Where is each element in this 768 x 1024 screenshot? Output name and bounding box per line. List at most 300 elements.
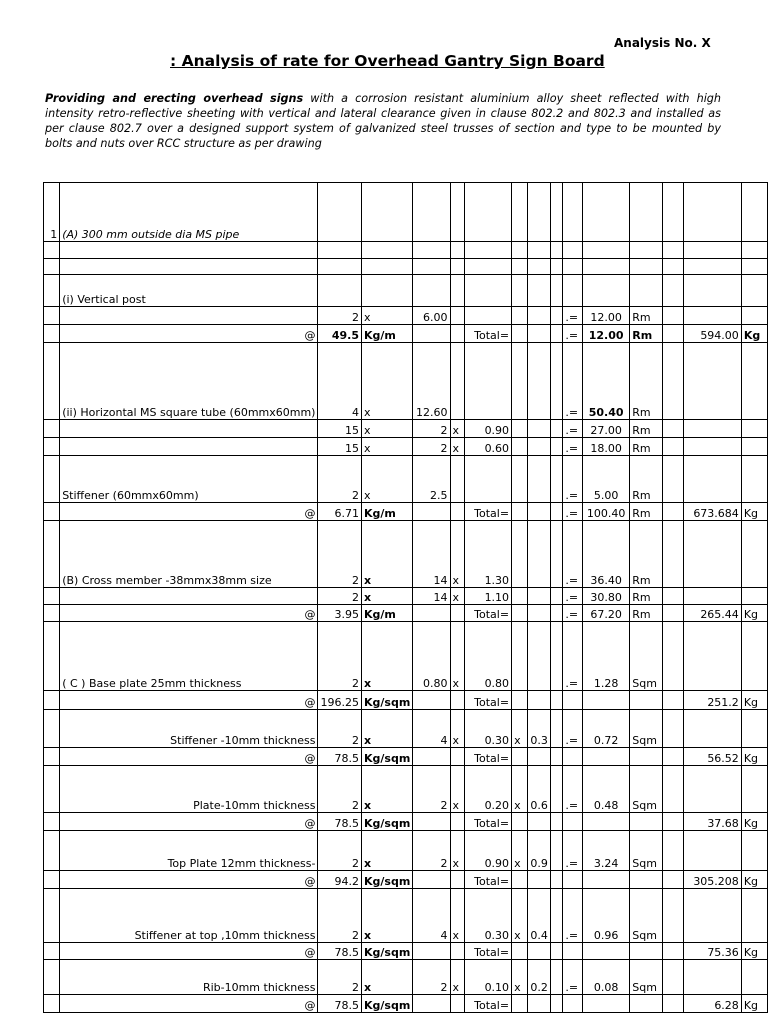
cell-q1: 15 xyxy=(318,438,362,456)
cell-x1: x xyxy=(361,960,412,995)
cell-x1: Kg/m xyxy=(361,605,412,622)
cell-unit: Rm xyxy=(630,438,663,456)
cell-q1: 2 xyxy=(318,710,362,748)
cell-x1 xyxy=(361,242,412,259)
cell-desc: (A) 300 mm outside dia MS pipe xyxy=(60,183,318,242)
rate-analysis-table xyxy=(43,182,768,1013)
table-row xyxy=(44,943,768,960)
cell-sno xyxy=(44,622,60,691)
table-row xyxy=(44,242,768,259)
cell-q4 xyxy=(527,456,550,503)
cell-q3 xyxy=(465,259,512,275)
cell-q4 xyxy=(527,420,550,438)
cell-amt xyxy=(683,521,741,588)
cell-q4: 0.4 xyxy=(527,889,550,943)
cell-q3: Total= xyxy=(465,748,512,766)
cell-res xyxy=(582,943,629,960)
cell-q3 xyxy=(465,242,512,259)
cell-blank xyxy=(663,521,684,588)
cell-x1 xyxy=(361,183,412,242)
cell-x3: x xyxy=(512,831,528,871)
cell-aunit xyxy=(741,343,767,420)
cell-amt xyxy=(683,889,741,943)
cell-x4 xyxy=(550,325,563,343)
cell-blank xyxy=(663,766,684,813)
cell-x2 xyxy=(450,503,465,521)
cell-res: 30.80 xyxy=(582,588,629,605)
cell-amt: 37.68 xyxy=(683,813,741,831)
cell-q2: 14 xyxy=(413,521,450,588)
cell-x1: x xyxy=(361,766,412,813)
cell-x3: x xyxy=(512,766,528,813)
cell-q1: 15 xyxy=(318,420,362,438)
cell-x2 xyxy=(450,259,465,275)
cell-blank xyxy=(663,242,684,259)
cell-x4 xyxy=(550,831,563,871)
cell-q1 xyxy=(318,242,362,259)
cell-q1: 2 xyxy=(318,588,362,605)
table-row xyxy=(44,831,768,871)
cell-blank xyxy=(663,889,684,943)
cell-desc: Stiffener at top ,10mm thickness xyxy=(60,889,318,943)
cell-unit xyxy=(630,871,663,889)
cell-res xyxy=(582,813,629,831)
cell-x3 xyxy=(512,456,528,503)
cell-x4 xyxy=(550,960,563,995)
cell-aunit xyxy=(741,420,767,438)
cell-q2 xyxy=(413,691,450,710)
cell-q3: Total= xyxy=(465,325,512,343)
cell-aunit: Kg xyxy=(741,325,767,343)
cell-x3 xyxy=(512,943,528,960)
cell-blank xyxy=(663,456,684,503)
cell-x3 xyxy=(512,605,528,622)
cell-res xyxy=(582,871,629,889)
cell-x2 xyxy=(450,748,465,766)
cell-q2 xyxy=(413,748,450,766)
cell-amt: 6.28 xyxy=(683,995,741,1013)
cell-q4 xyxy=(527,343,550,420)
cell-eq: .= xyxy=(563,960,583,995)
cell-q3 xyxy=(465,275,512,307)
cell-q3 xyxy=(465,456,512,503)
cell-blank xyxy=(663,831,684,871)
table-row xyxy=(44,889,768,943)
cell-x3 xyxy=(512,871,528,889)
cell-q3 xyxy=(465,183,512,242)
cell-unit: Sqm xyxy=(630,710,663,748)
cell-amt: 673.684 xyxy=(683,503,741,521)
cell-aunit xyxy=(741,710,767,748)
cell-q1: 2 xyxy=(318,960,362,995)
cell-x2 xyxy=(450,605,465,622)
cell-res xyxy=(582,183,629,242)
cell-x4 xyxy=(550,622,563,691)
cell-q3 xyxy=(465,307,512,325)
cell-unit: Sqm xyxy=(630,889,663,943)
cell-x3 xyxy=(512,521,528,588)
cell-res: 5.00 xyxy=(582,456,629,503)
cell-aunit xyxy=(741,259,767,275)
cell-x4 xyxy=(550,889,563,943)
cell-blank xyxy=(663,438,684,456)
cell-sno xyxy=(44,420,60,438)
cell-q2: 2 xyxy=(413,960,450,995)
cell-unit xyxy=(630,691,663,710)
cell-sno xyxy=(44,588,60,605)
cell-q3: 0.30 xyxy=(465,710,512,748)
cell-x4 xyxy=(550,521,563,588)
cell-blank xyxy=(663,995,684,1013)
cell-q1 xyxy=(318,259,362,275)
cell-res xyxy=(582,691,629,710)
cell-x3 xyxy=(512,588,528,605)
table-row xyxy=(44,871,768,889)
cell-q4 xyxy=(527,622,550,691)
cell-x4 xyxy=(550,259,563,275)
cell-eq xyxy=(563,242,583,259)
cell-q1: 78.5 xyxy=(318,813,362,831)
cell-x3: x xyxy=(512,889,528,943)
cell-sno xyxy=(44,995,60,1013)
cell-x2 xyxy=(450,183,465,242)
cell-aunit: Kg xyxy=(741,605,767,622)
cell-amt xyxy=(683,456,741,503)
cell-unit xyxy=(630,259,663,275)
cell-desc: Rib-10mm thickness xyxy=(60,960,318,995)
page-title: : Analysis of rate for Overhead Gantry Sign Board xyxy=(170,52,605,70)
cell-eq: .= xyxy=(563,438,583,456)
cell-q3: Total= xyxy=(465,605,512,622)
cell-q2 xyxy=(413,871,450,889)
cell-sno xyxy=(44,710,60,748)
cell-amt xyxy=(683,183,741,242)
cell-amt xyxy=(683,259,741,275)
cell-x2: x xyxy=(450,710,465,748)
cell-eq: .= xyxy=(563,710,583,748)
cell-q2: 2 xyxy=(413,766,450,813)
cell-unit: Sqm xyxy=(630,960,663,995)
cell-x1: x xyxy=(361,622,412,691)
cell-q4: 0.6 xyxy=(527,766,550,813)
cell-amt: 251.2 xyxy=(683,691,741,710)
cell-q2 xyxy=(413,275,450,307)
table-row xyxy=(44,748,768,766)
cell-x1: Kg/sqm xyxy=(361,871,412,889)
cell-x1: x xyxy=(361,420,412,438)
cell-x3 xyxy=(512,503,528,521)
cell-x3 xyxy=(512,242,528,259)
cell-sno xyxy=(44,889,60,943)
cell-eq: .= xyxy=(563,521,583,588)
cell-aunit: Kg xyxy=(741,813,767,831)
cell-x4 xyxy=(550,183,563,242)
cell-q1: 78.5 xyxy=(318,748,362,766)
cell-blank xyxy=(663,275,684,307)
cell-res: 18.00 xyxy=(582,438,629,456)
cell-x4 xyxy=(550,456,563,503)
cell-q1: 49.5 xyxy=(318,325,362,343)
analysis-number: Analysis No. X xyxy=(614,36,711,50)
cell-x1: x xyxy=(361,521,412,588)
cell-x3 xyxy=(512,995,528,1013)
cell-x2 xyxy=(450,307,465,325)
cell-eq xyxy=(563,813,583,831)
cell-eq xyxy=(563,748,583,766)
cell-desc: @ xyxy=(60,691,318,710)
cell-q3: 0.90 xyxy=(465,831,512,871)
cell-q1: 2 xyxy=(318,889,362,943)
cell-res: 50.40 xyxy=(582,343,629,420)
cell-aunit xyxy=(741,456,767,503)
cell-sno: 1 xyxy=(44,183,60,242)
cell-res: 3.24 xyxy=(582,831,629,871)
cell-blank xyxy=(663,960,684,995)
cell-res: 12.00 xyxy=(582,307,629,325)
cell-amt xyxy=(683,710,741,748)
cell-aunit: Kg xyxy=(741,691,767,710)
table-row xyxy=(44,275,768,307)
cell-amt xyxy=(683,831,741,871)
cell-aunit xyxy=(741,588,767,605)
cell-res: 0.08 xyxy=(582,960,629,995)
cell-x2: x xyxy=(450,622,465,691)
cell-aunit: Kg xyxy=(741,871,767,889)
cell-x3 xyxy=(512,183,528,242)
cell-amt xyxy=(683,242,741,259)
cell-res: 12.00 xyxy=(582,325,629,343)
cell-x2: x xyxy=(450,438,465,456)
cell-desc: @ xyxy=(60,503,318,521)
cell-x1: Kg/m xyxy=(361,325,412,343)
cell-amt: 56.52 xyxy=(683,748,741,766)
cell-desc xyxy=(60,588,318,605)
cell-x4 xyxy=(550,995,563,1013)
cell-q3: Total= xyxy=(465,691,512,710)
cell-q4 xyxy=(527,438,550,456)
cell-x4 xyxy=(550,438,563,456)
cell-sno xyxy=(44,456,60,503)
cell-blank xyxy=(663,871,684,889)
cell-aunit xyxy=(741,275,767,307)
cell-q1: 4 xyxy=(318,343,362,420)
cell-res: 36.40 xyxy=(582,521,629,588)
cell-eq xyxy=(563,183,583,242)
cell-x2: x xyxy=(450,831,465,871)
cell-amt xyxy=(683,420,741,438)
cell-x2 xyxy=(450,325,465,343)
cell-x2 xyxy=(450,343,465,420)
cell-q4: 0.9 xyxy=(527,831,550,871)
cell-sno xyxy=(44,691,60,710)
cell-q1 xyxy=(318,275,362,307)
table-row xyxy=(44,995,768,1013)
cell-x4 xyxy=(550,420,563,438)
cell-x1: x xyxy=(361,889,412,943)
cell-aunit xyxy=(741,831,767,871)
cell-unit: Rm xyxy=(630,503,663,521)
cell-sno xyxy=(44,943,60,960)
cell-res: 1.28 xyxy=(582,622,629,691)
cell-unit xyxy=(630,275,663,307)
cell-aunit xyxy=(741,766,767,813)
table-row xyxy=(44,521,768,588)
cell-x3 xyxy=(512,691,528,710)
cell-blank xyxy=(663,420,684,438)
cell-desc: (B) Cross member -38mmx38mm size xyxy=(60,521,318,588)
cell-amt xyxy=(683,275,741,307)
cell-x2: x xyxy=(450,588,465,605)
cell-eq: .= xyxy=(563,420,583,438)
cell-unit xyxy=(630,995,663,1013)
cell-q4 xyxy=(527,691,550,710)
cell-q3: Total= xyxy=(465,943,512,960)
table-row xyxy=(44,307,768,325)
cell-q2 xyxy=(413,325,450,343)
table-row xyxy=(44,259,768,275)
cell-q4 xyxy=(527,183,550,242)
cell-q4 xyxy=(527,871,550,889)
cell-desc: @ xyxy=(60,325,318,343)
cell-q1: 2 xyxy=(318,521,362,588)
cell-q1: 2 xyxy=(318,456,362,503)
cell-q4 xyxy=(527,307,550,325)
cell-eq xyxy=(563,275,583,307)
cell-res: 100.40 xyxy=(582,503,629,521)
cell-q3: Total= xyxy=(465,995,512,1013)
cell-aunit xyxy=(741,521,767,588)
cell-q2: 0.80 xyxy=(413,622,450,691)
cell-q1: 2 xyxy=(318,831,362,871)
table-row xyxy=(44,456,768,503)
cell-sno xyxy=(44,960,60,995)
cell-x2 xyxy=(450,242,465,259)
cell-x4 xyxy=(550,588,563,605)
cell-q1: 2 xyxy=(318,766,362,813)
cell-x4 xyxy=(550,943,563,960)
cell-q4 xyxy=(527,521,550,588)
cell-x2 xyxy=(450,456,465,503)
cell-x4 xyxy=(550,307,563,325)
table-row xyxy=(44,766,768,813)
cell-x2: x xyxy=(450,420,465,438)
cell-q3: Total= xyxy=(465,813,512,831)
cell-aunit xyxy=(741,242,767,259)
cell-q2 xyxy=(413,605,450,622)
cell-q1: 3.95 xyxy=(318,605,362,622)
table-row xyxy=(44,325,768,343)
cell-unit: Rm xyxy=(630,521,663,588)
cell-q4 xyxy=(527,995,550,1013)
cell-blank xyxy=(663,943,684,960)
cell-x3 xyxy=(512,275,528,307)
cell-x1: x xyxy=(361,307,412,325)
cell-desc: @ xyxy=(60,605,318,622)
cell-x4 xyxy=(550,605,563,622)
cell-x1: x xyxy=(361,343,412,420)
cell-aunit: Kg xyxy=(741,995,767,1013)
cell-x2: x xyxy=(450,521,465,588)
cell-desc: ( C ) Base plate 25mm thickness xyxy=(60,622,318,691)
cell-q1: 94.2 xyxy=(318,871,362,889)
cell-q4 xyxy=(527,242,550,259)
cell-eq xyxy=(563,259,583,275)
cell-x1 xyxy=(361,259,412,275)
table-row xyxy=(44,960,768,995)
cell-x1: x xyxy=(361,710,412,748)
cell-q4 xyxy=(527,813,550,831)
cell-blank xyxy=(663,710,684,748)
cell-x4 xyxy=(550,503,563,521)
cell-q2 xyxy=(413,183,450,242)
cell-q4 xyxy=(527,259,550,275)
table-row xyxy=(44,691,768,710)
cell-q1: 78.5 xyxy=(318,995,362,1013)
cell-x3 xyxy=(512,307,528,325)
cell-q2 xyxy=(413,995,450,1013)
cell-q3: 0.60 xyxy=(465,438,512,456)
cell-unit xyxy=(630,183,663,242)
table-row xyxy=(44,343,768,420)
cell-q4 xyxy=(527,325,550,343)
cell-q2: 2 xyxy=(413,831,450,871)
intro-rest: with a corrosion resistant aluminium alloy sheet reflected with high intensity retro-reflective sheeting with vertical and lateral clearance given in clause 802.2 and 802.3 and installed as per clause 802.7 over a designed support system of galvanized steel trusses of section and type to be mounted by bolts and nuts over RCC structure as per drawing xyxy=(45,92,721,150)
cell-res: 0.72 xyxy=(582,710,629,748)
cell-amt: 265.44 xyxy=(683,605,741,622)
cell-q3: Total= xyxy=(465,871,512,889)
cell-unit xyxy=(630,943,663,960)
cell-x2 xyxy=(450,691,465,710)
intro-bold: Providing and erecting overhead signs xyxy=(45,92,304,105)
table-row xyxy=(44,710,768,748)
cell-res: 0.96 xyxy=(582,889,629,943)
cell-x1: Kg/sqm xyxy=(361,995,412,1013)
cell-q1: 6.71 xyxy=(318,503,362,521)
cell-sno xyxy=(44,438,60,456)
cell-q1 xyxy=(318,183,362,242)
cell-q3: Total= xyxy=(465,503,512,521)
cell-res xyxy=(582,995,629,1013)
cell-x1: Kg/sqm xyxy=(361,813,412,831)
cell-blank xyxy=(663,183,684,242)
cell-x4 xyxy=(550,871,563,889)
cell-blank xyxy=(663,343,684,420)
cell-sno xyxy=(44,748,60,766)
cell-amt: 75.36 xyxy=(683,943,741,960)
cell-x3 xyxy=(512,325,528,343)
cell-q2: 4 xyxy=(413,889,450,943)
cell-aunit xyxy=(741,960,767,995)
cell-q4 xyxy=(527,748,550,766)
cell-q1: 2 xyxy=(318,307,362,325)
cell-unit: Rm xyxy=(630,325,663,343)
cell-desc: Top Plate 12mm thickness- xyxy=(60,831,318,871)
cell-aunit: Kg xyxy=(741,748,767,766)
cell-desc xyxy=(60,259,318,275)
cell-q1: 2 xyxy=(318,622,362,691)
cell-amt xyxy=(683,343,741,420)
cell-x3 xyxy=(512,259,528,275)
cell-amt xyxy=(683,766,741,813)
cell-aunit xyxy=(741,183,767,242)
cell-amt xyxy=(683,307,741,325)
cell-x4 xyxy=(550,242,563,259)
cell-q2: 14 xyxy=(413,588,450,605)
cell-res: 27.00 xyxy=(582,420,629,438)
cell-x1: Kg/sqm xyxy=(361,691,412,710)
cell-eq: .= xyxy=(563,325,583,343)
table-row xyxy=(44,183,768,242)
